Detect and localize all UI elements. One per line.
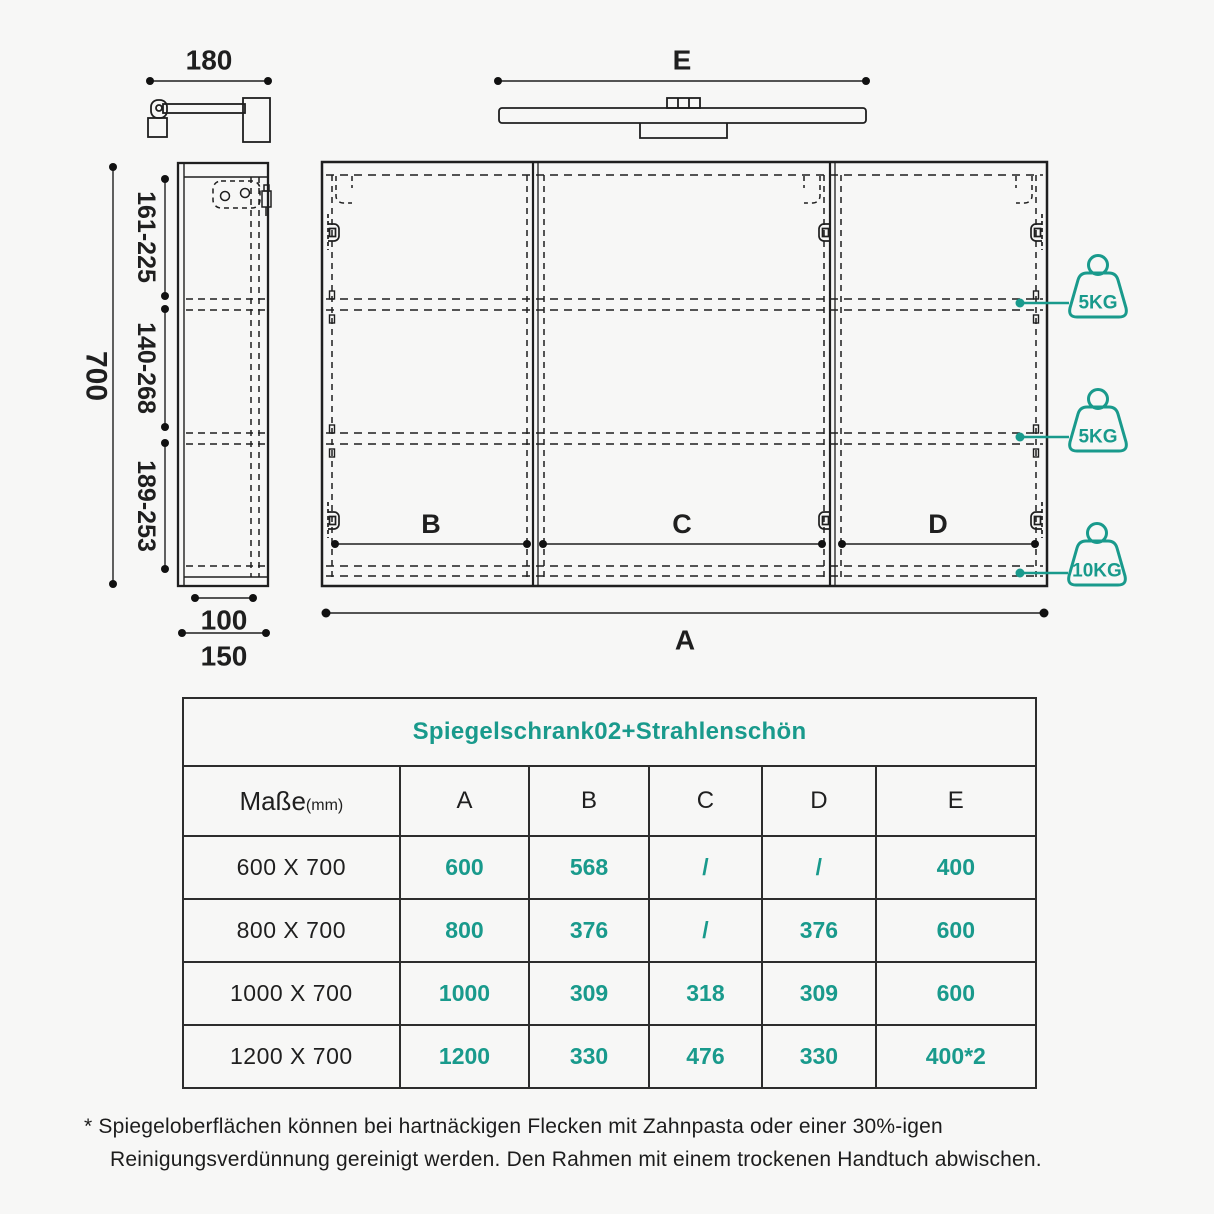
size-label: 1000 X 700 (183, 962, 400, 1025)
dim-e-label: E (672, 44, 692, 76)
value-cell: 568 (529, 836, 648, 899)
dim-700-label: 700 (79, 350, 113, 402)
weight-callouts (1016, 256, 1127, 586)
size-label: 800 X 700 (183, 899, 400, 962)
door-dimension-lines (322, 540, 1049, 618)
value-cell: 800 (400, 899, 530, 962)
cabinet-side-view (178, 163, 271, 586)
lamp-side-view (146, 77, 272, 142)
dim-seg-bottom-label: 189-253 (132, 460, 160, 552)
table-row (183, 1025, 1036, 1088)
door-d-label: D (928, 509, 948, 539)
care-instructions-line1: * Spiegeloberflächen können bei hartnäckigen Flecken mit Zahnpasta oder einer 30%-igen (84, 1115, 943, 1138)
hinge-icon (328, 502, 339, 538)
dimensions-table (182, 697, 1037, 1089)
value-cell: 309 (762, 962, 875, 1025)
size-label: 600 X 700 (183, 836, 400, 899)
value-cell: 330 (529, 1025, 648, 1088)
value-cell: 376 (762, 899, 875, 962)
col-header-d: D (762, 766, 875, 836)
dim-seg-mid-label: 140-268 (132, 322, 160, 414)
value-cell: 400 (876, 836, 1036, 899)
dim-180-label: 180 (185, 44, 233, 76)
value-cell: 330 (762, 1025, 875, 1088)
col-header-e: E (876, 766, 1036, 836)
value-cell: 318 (649, 962, 762, 1025)
table-title: Spiegelschrank02+Strahlenschön (183, 698, 1036, 766)
dim-150-label: 150 (200, 640, 248, 672)
lamp-front-view (494, 77, 870, 138)
dim-100-label: 100 (200, 604, 248, 636)
value-cell: 400*2 (876, 1025, 1036, 1088)
door-c-label: C (672, 509, 692, 539)
table-row (183, 899, 1036, 962)
value-cell: 1000 (400, 962, 530, 1025)
value-cell: 1200 (400, 1025, 530, 1088)
table-row (183, 962, 1036, 1025)
value-cell: 600 (876, 962, 1036, 1025)
value-cell: / (762, 836, 875, 899)
care-instructions-line2: Reinigungsverdünnung gereinigt werden. Den Rahmen mit einem trockenen Handtuch abwischen. (110, 1148, 1042, 1171)
value-cell: 600 (876, 899, 1036, 962)
col-header-b: B (529, 766, 648, 836)
shelf-mid-capacity: 5KG (1078, 426, 1118, 448)
value-cell: 309 (529, 962, 648, 1025)
col-header-size: Maße(mm) (183, 766, 400, 836)
col-header-c: C (649, 766, 762, 836)
shelf-top-capacity: 5KG (1078, 292, 1118, 314)
care-instructions (84, 1110, 1154, 1176)
value-cell: 600 (400, 836, 530, 899)
dim-a-label: A (674, 624, 696, 656)
value-cell: 476 (649, 1025, 762, 1088)
size-label: 1200 X 700 (183, 1025, 400, 1088)
col-header-a: A (400, 766, 530, 836)
value-cell: 376 (529, 899, 648, 962)
dim-seg-top-label: 161-225 (132, 191, 160, 283)
value-cell: / (649, 836, 762, 899)
hinge-icon (328, 214, 339, 250)
value-cell: / (649, 899, 762, 962)
door-b-label: B (421, 509, 441, 539)
table-row (183, 836, 1036, 899)
shelf-bottom-capacity: 10KG (1072, 560, 1122, 582)
